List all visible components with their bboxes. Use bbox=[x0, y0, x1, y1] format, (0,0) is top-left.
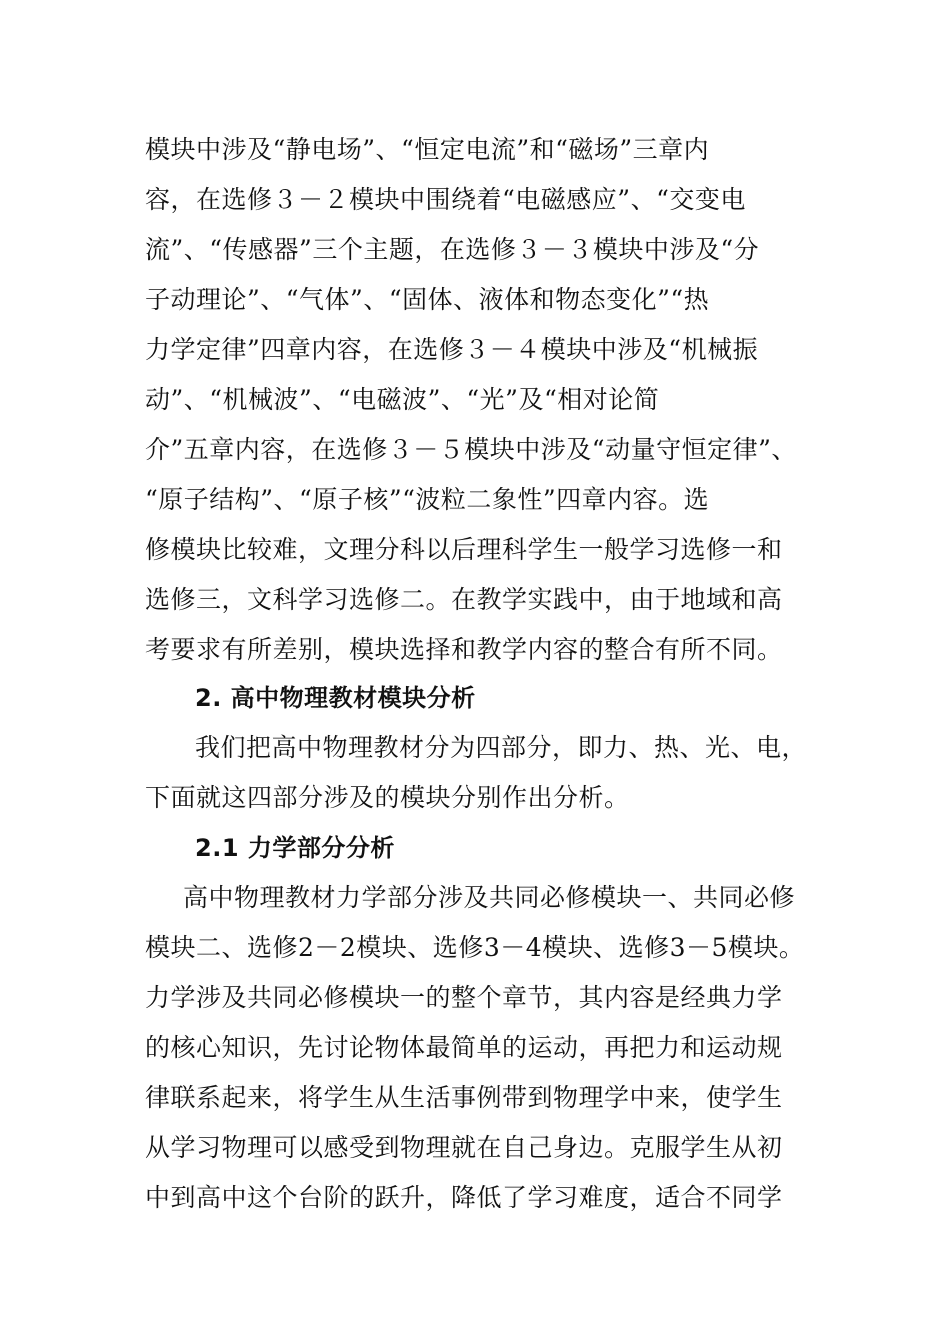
paragraph-line: 的核心知识，先讨论物体最简单的运动，再把力和运动规 bbox=[145, 1033, 783, 1062]
paragraph-line: 高中物理教材力学部分涉及共同必修模块一、共同必修 bbox=[183, 883, 796, 912]
paragraph-line: 律联系起来，将学生从生活事例带到物理学中来，使学生 bbox=[145, 1083, 783, 1112]
paragraph-line: 模块中涉及“静电场”、“恒定电流”和“磁场”三章内 bbox=[145, 135, 710, 164]
paragraph-line: 动”、“机械波”、“电磁波”、“光”及“相对论简 bbox=[145, 385, 660, 414]
subsection-heading: 2.1 力学部分分析 bbox=[195, 834, 395, 862]
paragraph-line: 力学涉及共同必修模块一的整个章节，其内容是经典力学 bbox=[145, 983, 783, 1012]
paragraph-line: 力学定律”四章内容，在选修３－４模块中涉及“机械振 bbox=[145, 335, 759, 364]
paragraph-line: 中到高中这个台阶的跃升，降低了学习难度，适合不同学 bbox=[145, 1183, 783, 1212]
paragraph-line: 考要求有所差别，模块选择和教学内容的整合有所不同。 bbox=[145, 635, 783, 664]
paragraph-line: 容，在选修３－２模块中围绕着“电磁感应”、“交变电 bbox=[145, 185, 746, 214]
section-heading: 2. 高中物理教材模块分析 bbox=[195, 684, 476, 712]
paragraph-line: 下面就这四部分涉及的模块分别作出分析。 bbox=[145, 783, 630, 812]
paragraph-line: 从学习物理可以感受到物理就在自己身边。克服学生从初 bbox=[145, 1133, 783, 1162]
paragraph-line: 模块二、选修2－2模块、选修3－4模块、选修3－5模块。 bbox=[145, 933, 805, 962]
paragraph-line: 介”五章内容，在选修３－５模块中涉及“动量守恒定律”、 bbox=[145, 435, 797, 464]
paragraph-line: 流”、“传感器”三个主题，在选修３－３模块中涉及“分 bbox=[145, 235, 760, 264]
paragraph-line: “原子结构”、“原子核”“波粒二象性”四章内容。选 bbox=[145, 485, 710, 514]
paragraph-line: 我们把高中物理教材分为四部分，即力、热、光、电， bbox=[195, 733, 808, 762]
paragraph-line: 修模块比较难，文理分科以后理科学生一般学习选修一和 bbox=[145, 535, 783, 564]
paragraph-line: 选修三，文科学习选修二。在教学实践中，由于地域和高 bbox=[145, 585, 783, 614]
paragraph-line: 子动理论”、“气体”、“固体、液体和物态变化”“热 bbox=[145, 285, 710, 314]
